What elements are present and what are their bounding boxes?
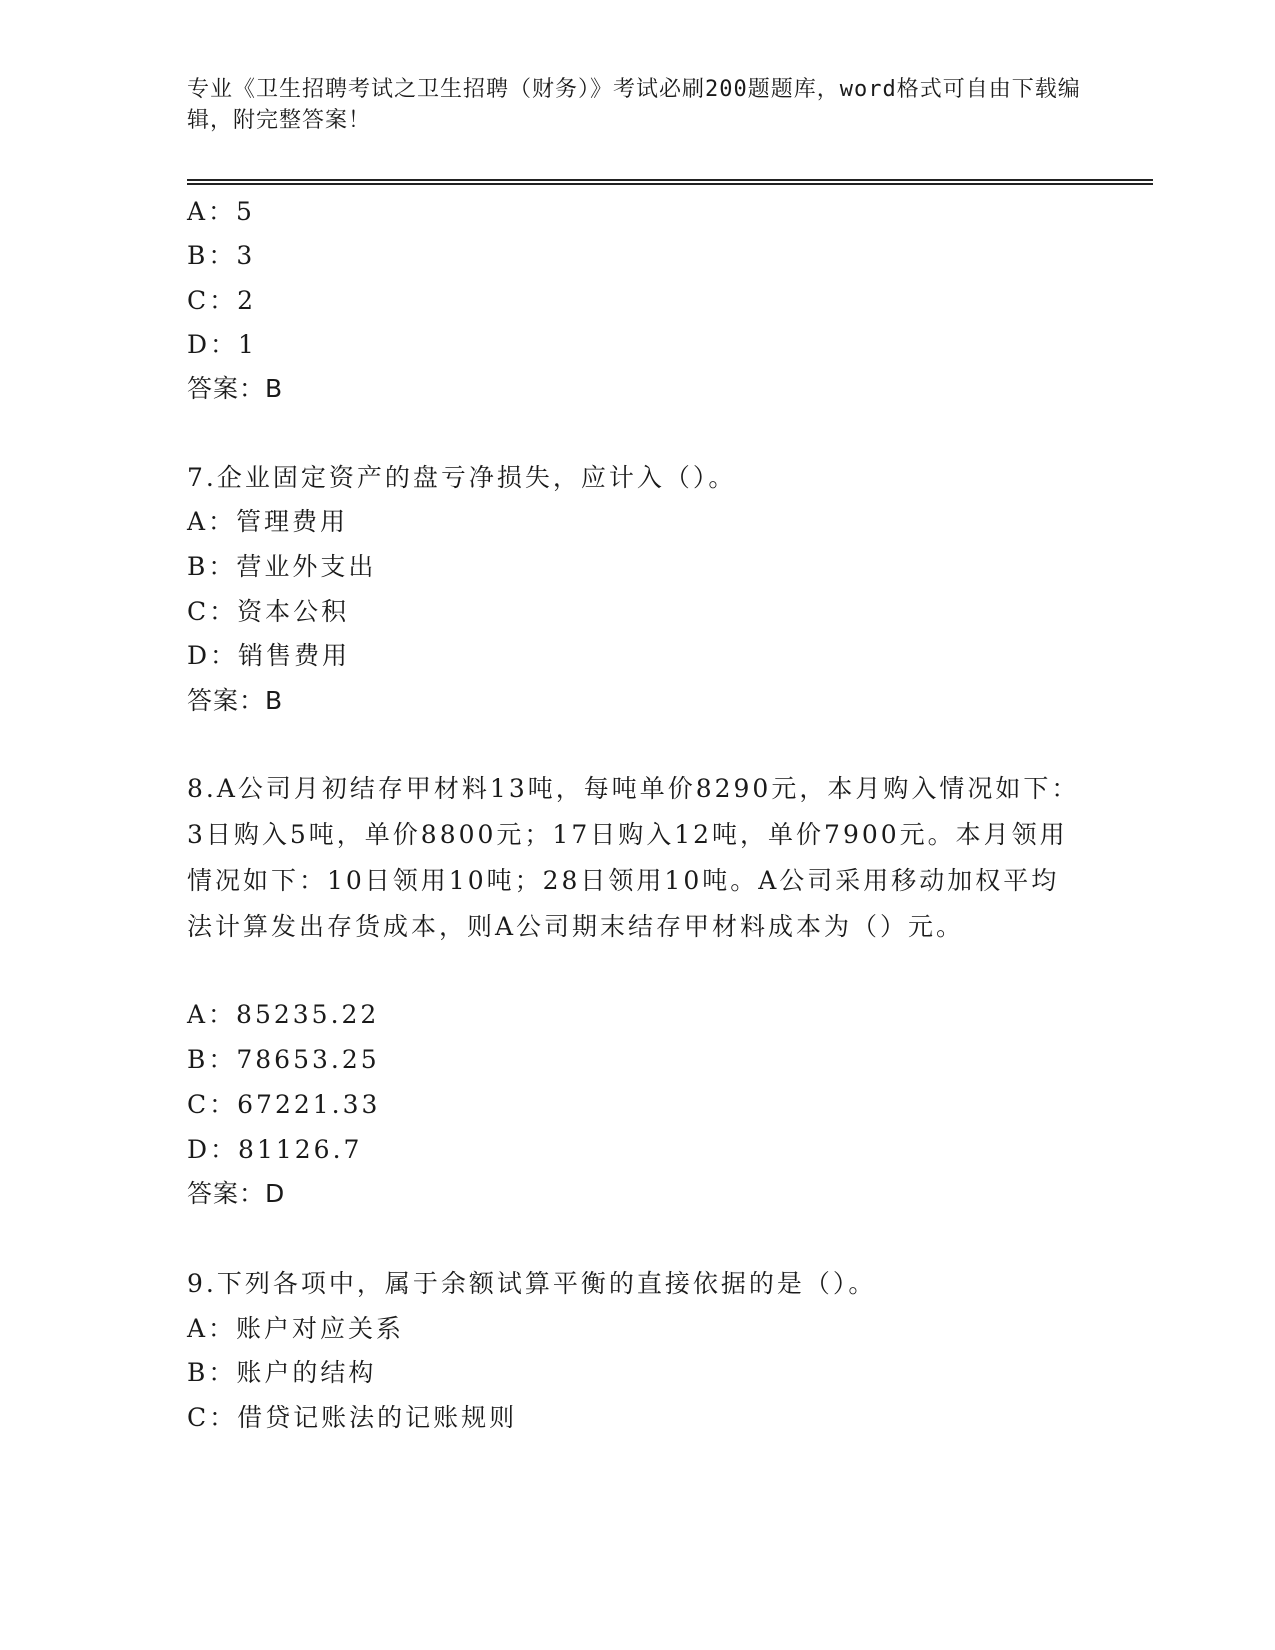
q8-option-b: B：78653.25 [187, 1045, 380, 1074]
q7-stem: 7.企业固定资产的盘亏净损失，应计入（）。 [187, 463, 737, 492]
q7-option-d: D：销售费用 [187, 641, 351, 670]
q8-option-d: D：81126.7 [187, 1135, 363, 1164]
q6-option-c: C：2 [187, 286, 257, 315]
q8-answer: 答案：D [187, 1179, 286, 1208]
q9-option-a: A：账户对应关系 [187, 1314, 405, 1343]
q8-option-a: A：85235.22 [187, 1000, 380, 1029]
q9-stem: 9.下列各项中，属于余额试算平衡的直接依据的是（）。 [187, 1269, 877, 1298]
q8-stem: 8.A公司月初结存甲材料13吨，每吨单价8290元，本月购入情况如下：3日购入5吨，单价8800元；17日购入12吨，单价7900元。本月领用情况如下：10日领用10吨；28日领用10吨。A公司采用移动加权平均法计算发出存货成本，则A公司期末结存甲材料成本为（）元。 [187, 774, 1080, 941]
q9-option-b: B：账户的结构 [187, 1358, 377, 1387]
q9-option-c: C：借贷记账法的记账规则 [187, 1403, 518, 1432]
document-header: 专业《卫生招聘考试之卫生招聘（财务）》考试必刷200题题库，word格式可自由下载编辑，附完整答案！ [187, 77, 1081, 133]
q8-option-c: C：67221.33 [187, 1090, 381, 1119]
q6-answer: 答案：B [187, 374, 284, 403]
q6-option-b: B：3 [187, 241, 256, 270]
q7-option-b: B：营业外支出 [187, 552, 377, 581]
q7-option-c: C：资本公积 [187, 597, 350, 626]
header-divider-top [187, 179, 1153, 181]
q6-option-d: D：1 [187, 330, 257, 359]
q7-answer: 答案：B [187, 686, 284, 715]
header-divider-bottom [187, 183, 1153, 185]
q6-option-a: A：5 [187, 197, 255, 226]
q7-option-a: A：管理费用 [187, 507, 349, 536]
